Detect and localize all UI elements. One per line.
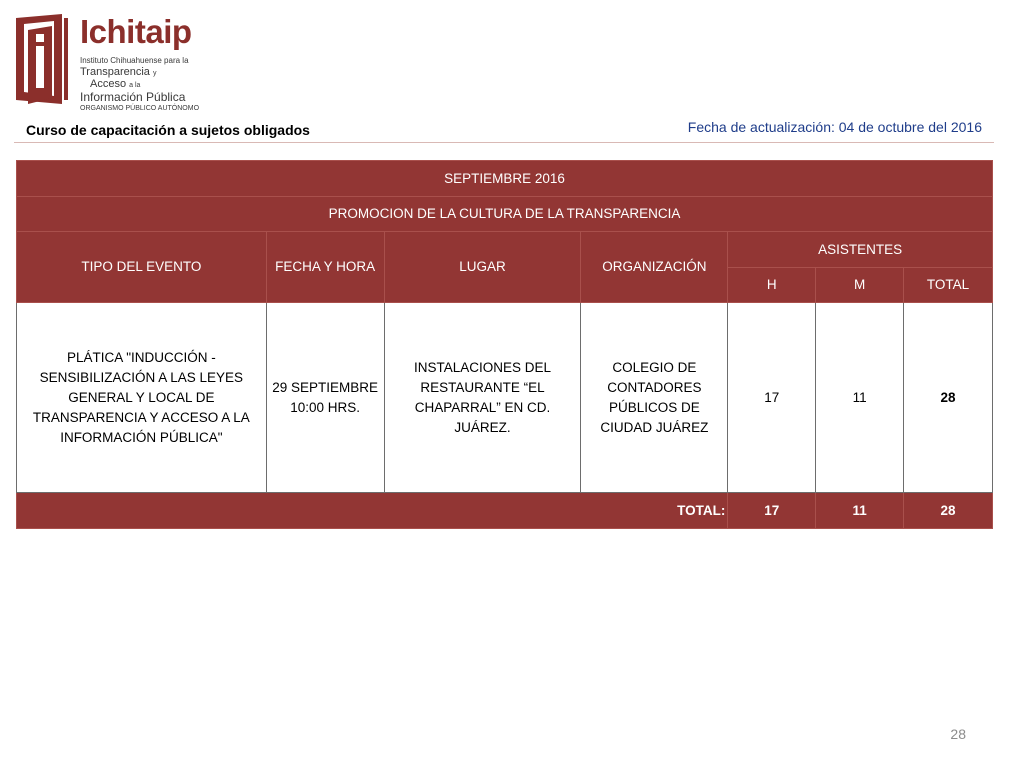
table-row bbox=[17, 303, 993, 493]
page-number: 28 bbox=[950, 726, 966, 742]
logo-to-the-word: a la bbox=[129, 82, 141, 89]
cell-h: 17 bbox=[728, 303, 816, 493]
section-title-row bbox=[17, 197, 993, 232]
totals-row bbox=[17, 493, 993, 529]
update-date: Fecha de actualización: 04 de octubre del 2016 bbox=[687, 119, 982, 135]
totals-total: 28 bbox=[904, 493, 993, 529]
col-place: LUGAR bbox=[384, 232, 581, 303]
col-organization: ORGANIZACIÓN bbox=[581, 232, 728, 303]
logo-line-transparency bbox=[80, 66, 156, 78]
col-total: TOTAL bbox=[904, 268, 993, 303]
cell-place: INSTALACIONES DEL RESTAURANTE “EL CHAPARRAL” EN CD. JUÁREZ. bbox=[384, 303, 581, 493]
course-subtitle: Curso de capacitación a sujetos obligados bbox=[26, 122, 310, 138]
month-title: SEPTIEMBRE 2016 bbox=[17, 161, 993, 197]
cell-m: 11 bbox=[816, 303, 904, 493]
col-attendees: ASISTENTES bbox=[728, 232, 993, 268]
logo-line-organism: ORGANISMO PÚBLICO AUTÓNOMO bbox=[80, 105, 200, 112]
logo-line-access bbox=[90, 78, 140, 90]
col-date-time: FECHA Y HORA bbox=[266, 232, 384, 303]
door-logo-icon bbox=[14, 12, 74, 108]
cell-total: 28 bbox=[904, 303, 993, 493]
logo-name: Ichitaip bbox=[80, 13, 192, 50]
logo-transparency-word: Transparencia bbox=[80, 66, 150, 78]
column-header-row bbox=[17, 232, 993, 268]
cell-event-type: PLÁTICA "INDUCCIÓN - SENSIBILIZACIÓN A LAS LEYES GENERAL Y LOCAL DE TRANSPARENCIA Y ACCESO A LA INFORMACIÓN PÚBLICA" bbox=[17, 303, 267, 493]
cell-organization: COLEGIO DE CONTADORES PÚBLICOS DE CIUDAD JUÁREZ bbox=[581, 303, 728, 493]
header-divider bbox=[14, 142, 994, 143]
logo-and-word: y bbox=[152, 70, 157, 77]
events-table bbox=[16, 160, 993, 529]
ichitaip-logo bbox=[14, 12, 214, 112]
section-title: PROMOCION DE LA CULTURA DE LA TRANSPARENCIA bbox=[17, 197, 993, 232]
month-title-row bbox=[17, 161, 993, 197]
totals-h: 17 bbox=[728, 493, 816, 529]
col-event-type: TIPO DEL EVENTO bbox=[17, 232, 267, 303]
totals-label: TOTAL: bbox=[17, 493, 728, 529]
col-m: M bbox=[816, 268, 904, 303]
cell-date-time: 29 SEPTIEMBRE 10:00 HRS. bbox=[266, 303, 384, 493]
logo-line-information: Información Pública bbox=[80, 90, 186, 104]
logo-access-word: Acceso bbox=[90, 78, 127, 90]
col-h: H bbox=[728, 268, 816, 303]
logo-line-institute: Instituto Chihuahuense para la bbox=[80, 56, 189, 65]
totals-m: 11 bbox=[816, 493, 904, 529]
